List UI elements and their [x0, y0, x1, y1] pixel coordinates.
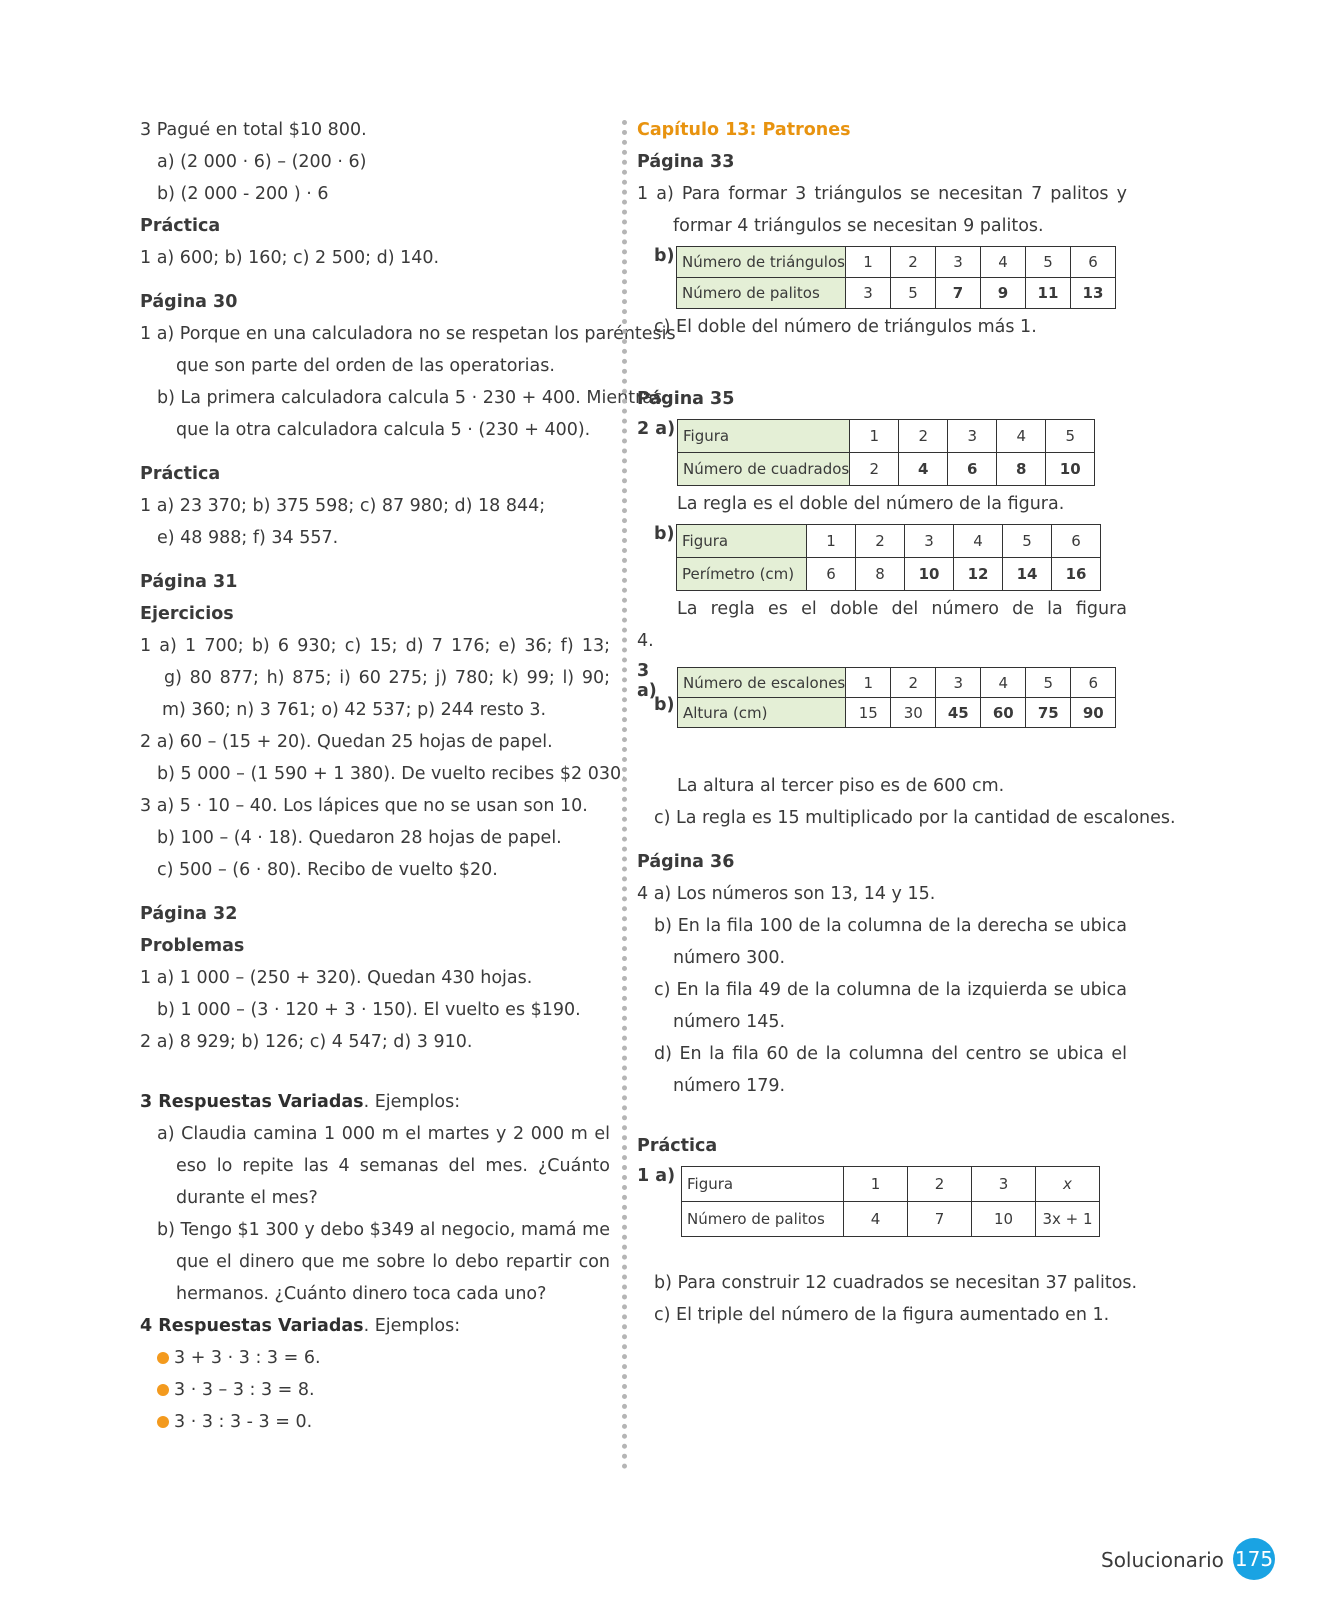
table-cell: 8 — [997, 453, 1046, 486]
variadas-title: 3 Respuestas Variadas — [140, 1092, 364, 1112]
section-heading: Práctica — [637, 1136, 718, 1156]
left-column — [140, 118, 676, 1442]
answer-line: b) En la fila 100 de la columna de la derecha se ubica — [654, 916, 1127, 936]
table-row — [678, 698, 1116, 728]
table-cell: 1 — [846, 668, 891, 698]
item-tag: 3 a) — [637, 661, 657, 701]
answer-line: que son parte del orden de las operatorias. — [176, 356, 555, 376]
table-cell: 5 — [890, 278, 935, 309]
page-heading: Página 36 — [637, 852, 735, 872]
table-row-block — [637, 419, 1127, 486]
table-cell: 4 — [981, 668, 1026, 698]
answer-line — [140, 1314, 610, 1338]
table-cell: 4 — [899, 453, 948, 486]
page-heading: Página 35 — [637, 389, 735, 409]
answer-line: m) 360; n) 3 761; o) 42 537; p) 244 resto 3. — [162, 700, 547, 720]
answer-line: hermanos. ¿Cuánto dinero toca cada uno? — [176, 1284, 547, 1304]
answer-line: La altura al tercer piso es de 600 cm. — [677, 776, 1005, 796]
table-row-label: Número de cuadrados — [678, 453, 850, 486]
bullet-item — [140, 1410, 610, 1434]
table-cell: 45 — [936, 698, 981, 728]
table-cell: 75 — [1026, 698, 1071, 728]
table-cell: 90 — [1071, 698, 1116, 728]
chapter-title: Capítulo 13: Patrones — [637, 120, 851, 140]
triangles-table — [676, 246, 1116, 309]
table-cell: 30 — [891, 698, 936, 728]
answer-line — [140, 1090, 610, 1114]
table-row — [677, 558, 1101, 591]
table-cell: 12 — [954, 558, 1003, 591]
answer-line: b) Para construir 12 cuadrados se necesitan 37 palitos. — [654, 1273, 1138, 1293]
table-cell: 2 — [856, 525, 905, 558]
pattern-table — [681, 1166, 1100, 1237]
table-cell: 3x + 1 — [1036, 1202, 1100, 1237]
answer-line: La regla es el doble del número de la figura — [677, 599, 1127, 619]
answer-line: b) 1 000 – (3 · 120 + 3 · 150). El vuelto es $190. — [157, 1000, 581, 1020]
column-divider — [622, 120, 627, 1470]
page-heading: Página 31 — [140, 572, 238, 592]
bullet-item — [140, 1346, 610, 1370]
bullet-item — [140, 1378, 610, 1402]
answer-line: 1 a) 23 370; b) 375 598; c) 87 980; d) 18 844; — [140, 496, 546, 516]
answer-line: c) 500 – (6 · 80). Recibo de vuelto $20. — [157, 860, 498, 880]
answer-line: b) 100 – (4 · 18). Quedaron 28 hojas de papel. — [157, 828, 562, 848]
bullet-text: 3 + 3 · 3 : 3 = 6. — [174, 1348, 321, 1368]
table-row — [677, 278, 1116, 309]
answer-line: 2 a) 8 929; b) 126; c) 4 547; d) 3 910. — [140, 1032, 473, 1052]
table-cell: 7 — [908, 1202, 972, 1237]
table-cell: 5 — [1026, 668, 1071, 698]
table-cell: 2 — [908, 1167, 972, 1202]
section-heading: Ejercicios — [140, 604, 234, 624]
answer-line: 1 a) 1 700; b) 6 930; c) 15; d) 7 176; e) 36; f) 13; — [140, 636, 610, 656]
answer-line: formar 4 triángulos se necesitan 9 palitos. — [673, 216, 1044, 236]
table-row-block — [654, 246, 1127, 309]
table-row-block — [637, 661, 1127, 728]
table-cell: 9 — [980, 278, 1025, 309]
answer-line: durante el mes? — [176, 1188, 318, 1208]
answer-line: b) La primera calculadora calcula 5 · 230 + 400. Mientras — [157, 388, 663, 408]
table-row-label: Figura — [677, 525, 807, 558]
table-cell: 3 — [936, 668, 981, 698]
squares-table — [677, 419, 1095, 486]
answer-line: 3 a) 5 · 10 – 40. Los lápices que no se usan son 10. — [140, 796, 588, 816]
page-heading: Página 30 — [140, 292, 238, 312]
bullet-dot — [157, 1384, 169, 1396]
table-row-label: Número de palitos — [682, 1202, 844, 1237]
table-cell: 13 — [1070, 278, 1115, 309]
table-cell: 1 — [850, 420, 899, 453]
stairs-table — [677, 667, 1116, 728]
table-row-label: Número de triángulos — [677, 247, 846, 278]
table-cell: 4 — [997, 420, 1046, 453]
answer-line: que la otra calculadora calcula 5 · (230 + 400). — [176, 420, 591, 440]
answer-line: número 300. — [673, 948, 786, 968]
table-row — [677, 247, 1116, 278]
answer-line: e) 48 988; f) 34 557. — [157, 528, 339, 548]
bullet-text: 3 · 3 : 3 - 3 = 0. — [174, 1412, 313, 1432]
answer-line: d) En la fila 60 de la columna del centro se ubica el — [654, 1044, 1127, 1064]
table-cell: 2 — [850, 453, 899, 486]
answer-line: b) (2 000 - 200 ) · 6 — [157, 184, 329, 204]
table-row-label: Perímetro (cm) — [677, 558, 807, 591]
answer-line: que el dinero que me sobre lo debo repartir con — [176, 1252, 610, 1272]
table-cell: 4 — [844, 1202, 908, 1237]
table-row-label: Número de palitos — [677, 278, 846, 309]
table-cell: 6 — [1071, 668, 1116, 698]
page-heading: Página 32 — [140, 904, 238, 924]
table-cell: 10 — [905, 558, 954, 591]
table-row — [682, 1167, 1100, 1202]
table-cell: 6 — [1070, 247, 1115, 278]
table-cell: 14 — [1003, 558, 1052, 591]
table-cell: 11 — [1025, 278, 1070, 309]
answer-line: 1 a) Para formar 3 triángulos se necesitan 7 palitos y — [637, 184, 1127, 204]
table-cell: 1 — [844, 1167, 908, 1202]
table-cell: 5 — [1046, 420, 1095, 453]
table-row — [678, 453, 1095, 486]
variadas-title: 4 Respuestas Variadas — [140, 1316, 364, 1336]
footer-label: Solucionario — [1101, 1548, 1224, 1572]
table-cell: x — [1036, 1167, 1100, 1202]
item-tag: b) — [654, 695, 675, 715]
item-tag: b) — [654, 524, 675, 544]
table-cell: 10 — [1046, 453, 1095, 486]
answer-line: 3 Pagué en total $10 800. — [140, 120, 367, 140]
table-row-label: Figura — [682, 1167, 844, 1202]
answer-line: 4. — [637, 631, 654, 651]
table-cell: 3 — [948, 420, 997, 453]
answer-line: 1 a) 1 000 – (250 + 320). Quedan 430 hojas. — [140, 968, 533, 988]
variadas-rest: . Ejemplos: — [363, 1316, 461, 1336]
table-cell: 2 — [899, 420, 948, 453]
answer-line: b) Tengo $1 300 y debo $349 al negocio, mamá me — [157, 1220, 610, 1240]
answer-line: 1 a) Porque en una calculadora no se respetan los paréntesis — [140, 324, 676, 344]
answer-line: g) 80 877; h) 875; i) 60 275; j) 780; k) 99; l) 90; — [164, 668, 610, 688]
answer-line: 1 a) 600; b) 160; c) 2 500; d) 140. — [140, 248, 440, 268]
answer-line: c) La regla es 15 multiplicado por la cantidad de escalones. — [654, 808, 1176, 828]
answer-line: c) En la fila 49 de la columna de la izquierda se ubica — [654, 980, 1127, 1000]
answer-line: eso lo repite las 4 semanas del mes. ¿Cuánto — [176, 1156, 610, 1176]
answer-line: 2 a) 60 – (15 + 20). Quedan 25 hojas de papel. — [140, 732, 553, 752]
table-cell: 6 — [948, 453, 997, 486]
answer-line: La regla es el doble del número de la figura. — [677, 494, 1065, 514]
table-row — [682, 1202, 1100, 1237]
table-row-block — [637, 1166, 1127, 1237]
table-cell: 4 — [954, 525, 1003, 558]
table-cell: 16 — [1052, 558, 1101, 591]
answer-line: número 145. — [673, 1012, 786, 1032]
section-heading: Práctica — [140, 216, 221, 236]
page-heading: Página 33 — [637, 152, 735, 172]
answer-line: 4 a) Los números son 13, 14 y 15. — [637, 884, 936, 904]
answer-line: número 179. — [673, 1076, 786, 1096]
table-cell: 60 — [981, 698, 1026, 728]
table-cell: 5 — [1025, 247, 1070, 278]
table-row — [677, 525, 1101, 558]
table-row-block — [654, 524, 1127, 591]
answer-line: b) 5 000 – (1 590 + 1 380). De vuelto recibes $2 030. — [157, 764, 627, 784]
table-row-label: Altura (cm) — [678, 698, 846, 728]
variadas-rest: . Ejemplos: — [363, 1092, 461, 1112]
table-cell: 6 — [1052, 525, 1101, 558]
table-cell: 3 — [972, 1167, 1036, 1202]
page-number: 175 — [1233, 1538, 1275, 1580]
table-cell: 1 — [807, 525, 856, 558]
table-cell: 8 — [856, 558, 905, 591]
answer-line: c) El triple del número de la figura aumentado en 1. — [654, 1305, 1110, 1325]
table-cell: 3 — [935, 247, 980, 278]
table-cell: 7 — [935, 278, 980, 309]
table-cell: 6 — [807, 558, 856, 591]
table-cell: 3 — [905, 525, 954, 558]
perimeter-table — [676, 524, 1101, 591]
table-cell: 2 — [891, 668, 936, 698]
answer-line: c) El doble del número de triángulos más 1. — [654, 317, 1037, 337]
table-row-label: Figura — [678, 420, 850, 453]
item-tag: 1 a) — [637, 1166, 676, 1186]
section-heading: Problemas — [140, 936, 245, 956]
item-tag: b) — [654, 246, 675, 266]
table-cell: 3 — [845, 278, 890, 309]
table-cell: 4 — [980, 247, 1025, 278]
bullet-text: 3 · 3 – 3 : 3 = 8. — [174, 1380, 315, 1400]
table-row — [678, 668, 1116, 698]
answer-line: a) (2 000 · 6) – (200 · 6) — [157, 152, 367, 172]
table-cell: 2 — [890, 247, 935, 278]
section-heading: Práctica — [140, 464, 221, 484]
table-cell: 15 — [846, 698, 891, 728]
item-tag: 2 a) — [637, 419, 676, 439]
table-cell: 5 — [1003, 525, 1052, 558]
bullet-dot — [157, 1416, 169, 1428]
table-cell: 1 — [845, 247, 890, 278]
table-cell: 10 — [972, 1202, 1036, 1237]
bullet-dot — [157, 1352, 169, 1364]
table-row-label: Número de escalones — [678, 668, 846, 698]
right-column — [637, 118, 1176, 1335]
table-row — [678, 420, 1095, 453]
answer-line: a) Claudia camina 1 000 m el martes y 2 000 m el — [157, 1124, 610, 1144]
